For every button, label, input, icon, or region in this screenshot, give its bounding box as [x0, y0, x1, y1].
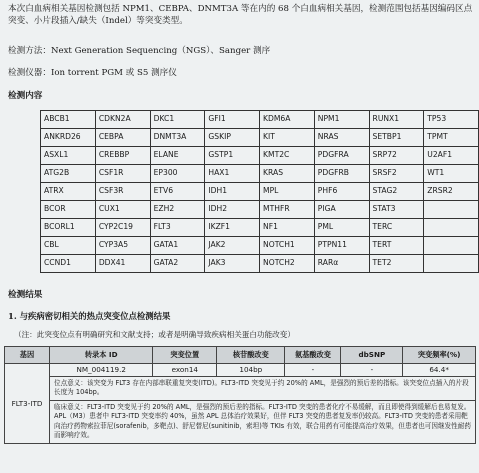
gene-cell: DNMT3A [150, 129, 205, 147]
gene-cell: NOTCH1 [260, 237, 315, 255]
gene-cell [424, 201, 479, 219]
gene-cell: IDH2 [205, 201, 260, 219]
header-transcript: 转录本 ID [50, 347, 153, 364]
gene-cell: IDH1 [205, 183, 260, 201]
gene-cell: ASXL1 [41, 147, 96, 165]
method-line: 检测方法：Next Generation Sequencing（NGS）、Sanger 测序 [8, 46, 271, 56]
gene-cell: NOTCH2 [260, 255, 315, 273]
gene-panel-table [40, 110, 479, 273]
clinical-significance: 临床意义：FLT3-ITD 突变见于约 20%的 AML，是强烈的预后差的指标。FLT3-ITD 突变的患者化疗不易缓解，而且即使得到缓解后也易复发。APL（M3）患者中 FLT3-ITD 突变率约 40%，虽然 APL 总体治疗效果好，但伴 FLT3 突变的患者复发率仍较高。FLT3-ITD 突变的患者采用靶向治疗药物索拉菲尼(sorafenib，多靶点)、舒尼替尼(sunitinib，索坦)等 TKIs 有效，联合用药有可能提高治疗效果，但患者也可因继发性耐药而影响疗效。 [50, 400, 476, 443]
gene-cell: CSF3R [95, 183, 150, 201]
gene-cell: U2AF1 [424, 147, 479, 165]
gene-cell: PTPN11 [314, 237, 369, 255]
table-row [41, 147, 479, 165]
site-significance: 位点意义：该突变为 FLT3 存在内部串联重复突变(ITD)。FLT3-ITD 突变见于约 20%的 AML，是强烈的预后差的指标。该突变位点插入的片段长度为 104bp。 [50, 376, 476, 400]
gene-cell: JAK3 [205, 255, 260, 273]
gene-cell: PDGFRB [314, 165, 369, 183]
gene-cell [424, 255, 479, 273]
table-row [41, 255, 479, 273]
header-frequency: 突变频率(%) [403, 347, 476, 364]
gene-cell: CREBBP [95, 147, 150, 165]
gene-cell: SETBP1 [369, 129, 424, 147]
gene-cell: SRSF2 [369, 165, 424, 183]
gene-cell: KMT2C [260, 147, 315, 165]
cell-gene: FLT3-ITD [5, 364, 50, 444]
gene-cell: RUNX1 [369, 111, 424, 129]
gene-cell: PHF6 [314, 183, 369, 201]
gene-cell: KIT [260, 129, 315, 147]
gene-cell: GATA2 [150, 255, 205, 273]
gene-cell: DDX41 [95, 255, 150, 273]
gene-cell: SRP72 [369, 147, 424, 165]
hotspot-title: 1. 与疾病密切相关的热点突变位点检测结果 [8, 311, 171, 321]
cell-dbsnp: - [341, 364, 403, 377]
hotspot-table [4, 346, 476, 444]
cell-frequency: 64.4* [403, 364, 476, 377]
gene-cell: FLT3 [150, 219, 205, 237]
cell-amino-acid: - [285, 364, 341, 377]
gene-cell: BCOR [41, 201, 96, 219]
gene-cell: EZH2 [150, 201, 205, 219]
gene-cell: GSKIP [205, 129, 260, 147]
gene-cell: CUX1 [95, 201, 150, 219]
gene-cell: GFI1 [205, 111, 260, 129]
gene-cell: JAK2 [205, 237, 260, 255]
gene-cell: CYP3A5 [95, 237, 150, 255]
gene-cell: TPMT [424, 129, 479, 147]
cell-nucleotide: 104bp [217, 364, 285, 377]
gene-cell: GSTP1 [205, 147, 260, 165]
gene-cell: PML [314, 219, 369, 237]
instrument-line: 检测仪器：Ion torrent PGM 或 S5 测序仪 [8, 68, 177, 78]
gene-cell: MPL [260, 183, 315, 201]
gene-cell: CYP2C19 [95, 219, 150, 237]
gene-cell: NPM1 [314, 111, 369, 129]
gene-cell: CEBPA [95, 129, 150, 147]
cell-position: exon14 [153, 364, 217, 377]
table-row [41, 111, 479, 129]
gene-cell: ABCB1 [41, 111, 96, 129]
gene-cell: EP300 [150, 165, 205, 183]
intro-text: 本次白血病相关基因检测包括 NPM1、CEBPA、DNMT3A 等在内的 68 个白血病相关基因，检测范围包括基因编码区点突变、小片段插入/缺失（Indel）等突变类型。 [8, 4, 473, 26]
cell-transcript: NM_004119.2 [50, 364, 153, 377]
gene-cell: CSF1R [95, 165, 150, 183]
gene-cell: GATA1 [150, 237, 205, 255]
gene-cell: MTHFR [260, 201, 315, 219]
gene-cell: ZRSR2 [424, 183, 479, 201]
gene-cell: CBL [41, 237, 96, 255]
gene-cell: STAG2 [369, 183, 424, 201]
gene-cell: ATG2B [41, 165, 96, 183]
table-row [41, 129, 479, 147]
gene-cell: ATRX [41, 183, 96, 201]
gene-cell: ANKRD26 [41, 129, 96, 147]
table-row [5, 364, 476, 377]
gene-cell [424, 219, 479, 237]
gene-cell: KDM6A [260, 111, 315, 129]
gene-cell: NF1 [260, 219, 315, 237]
gene-cell: TET2 [369, 255, 424, 273]
table-row [41, 219, 479, 237]
gene-cell: TERT [369, 237, 424, 255]
gene-cell: ETV6 [150, 183, 205, 201]
gene-cell: WT1 [424, 165, 479, 183]
gene-cell: TERC [369, 219, 424, 237]
header-nucleotide: 核苷酸改变 [217, 347, 285, 364]
table-row [41, 237, 479, 255]
intro-paragraph [8, 4, 474, 27]
gene-cell: KRAS [260, 165, 315, 183]
gene-cell: NRAS [314, 129, 369, 147]
gene-cell: PDGFRA [314, 147, 369, 165]
gene-cell: RARα [314, 255, 369, 273]
table-row [5, 376, 476, 400]
table-row [41, 183, 479, 201]
gene-cell: STAT3 [369, 201, 424, 219]
gene-cell: ELANE [150, 147, 205, 165]
table-row [41, 165, 479, 183]
table-row [41, 201, 479, 219]
gene-cell: TP53 [424, 111, 479, 129]
header-gene: 基因 [5, 347, 50, 364]
gene-cell: PIGA [314, 201, 369, 219]
content-title: 检测内容 [8, 91, 43, 101]
results-title: 检测结果 [8, 290, 43, 300]
gene-cell: HAX1 [205, 165, 260, 183]
header-dbsnp: dbSNP [341, 347, 403, 364]
gene-cell: DKC1 [150, 111, 205, 129]
hotspot-note: （注：此突变位点有明确研究和文献支持；或者是明确导致疾病相关蛋白功能改变） [14, 330, 295, 339]
gene-cell: BCORL1 [41, 219, 96, 237]
gene-cell: CCND1 [41, 255, 96, 273]
gene-cell: CDKN2A [95, 111, 150, 129]
header-position: 突变位置 [153, 347, 217, 364]
table-row [5, 400, 476, 443]
gene-cell [424, 237, 479, 255]
gene-cell: IKZF1 [205, 219, 260, 237]
header-amino-acid: 氨基酸改变 [285, 347, 341, 364]
